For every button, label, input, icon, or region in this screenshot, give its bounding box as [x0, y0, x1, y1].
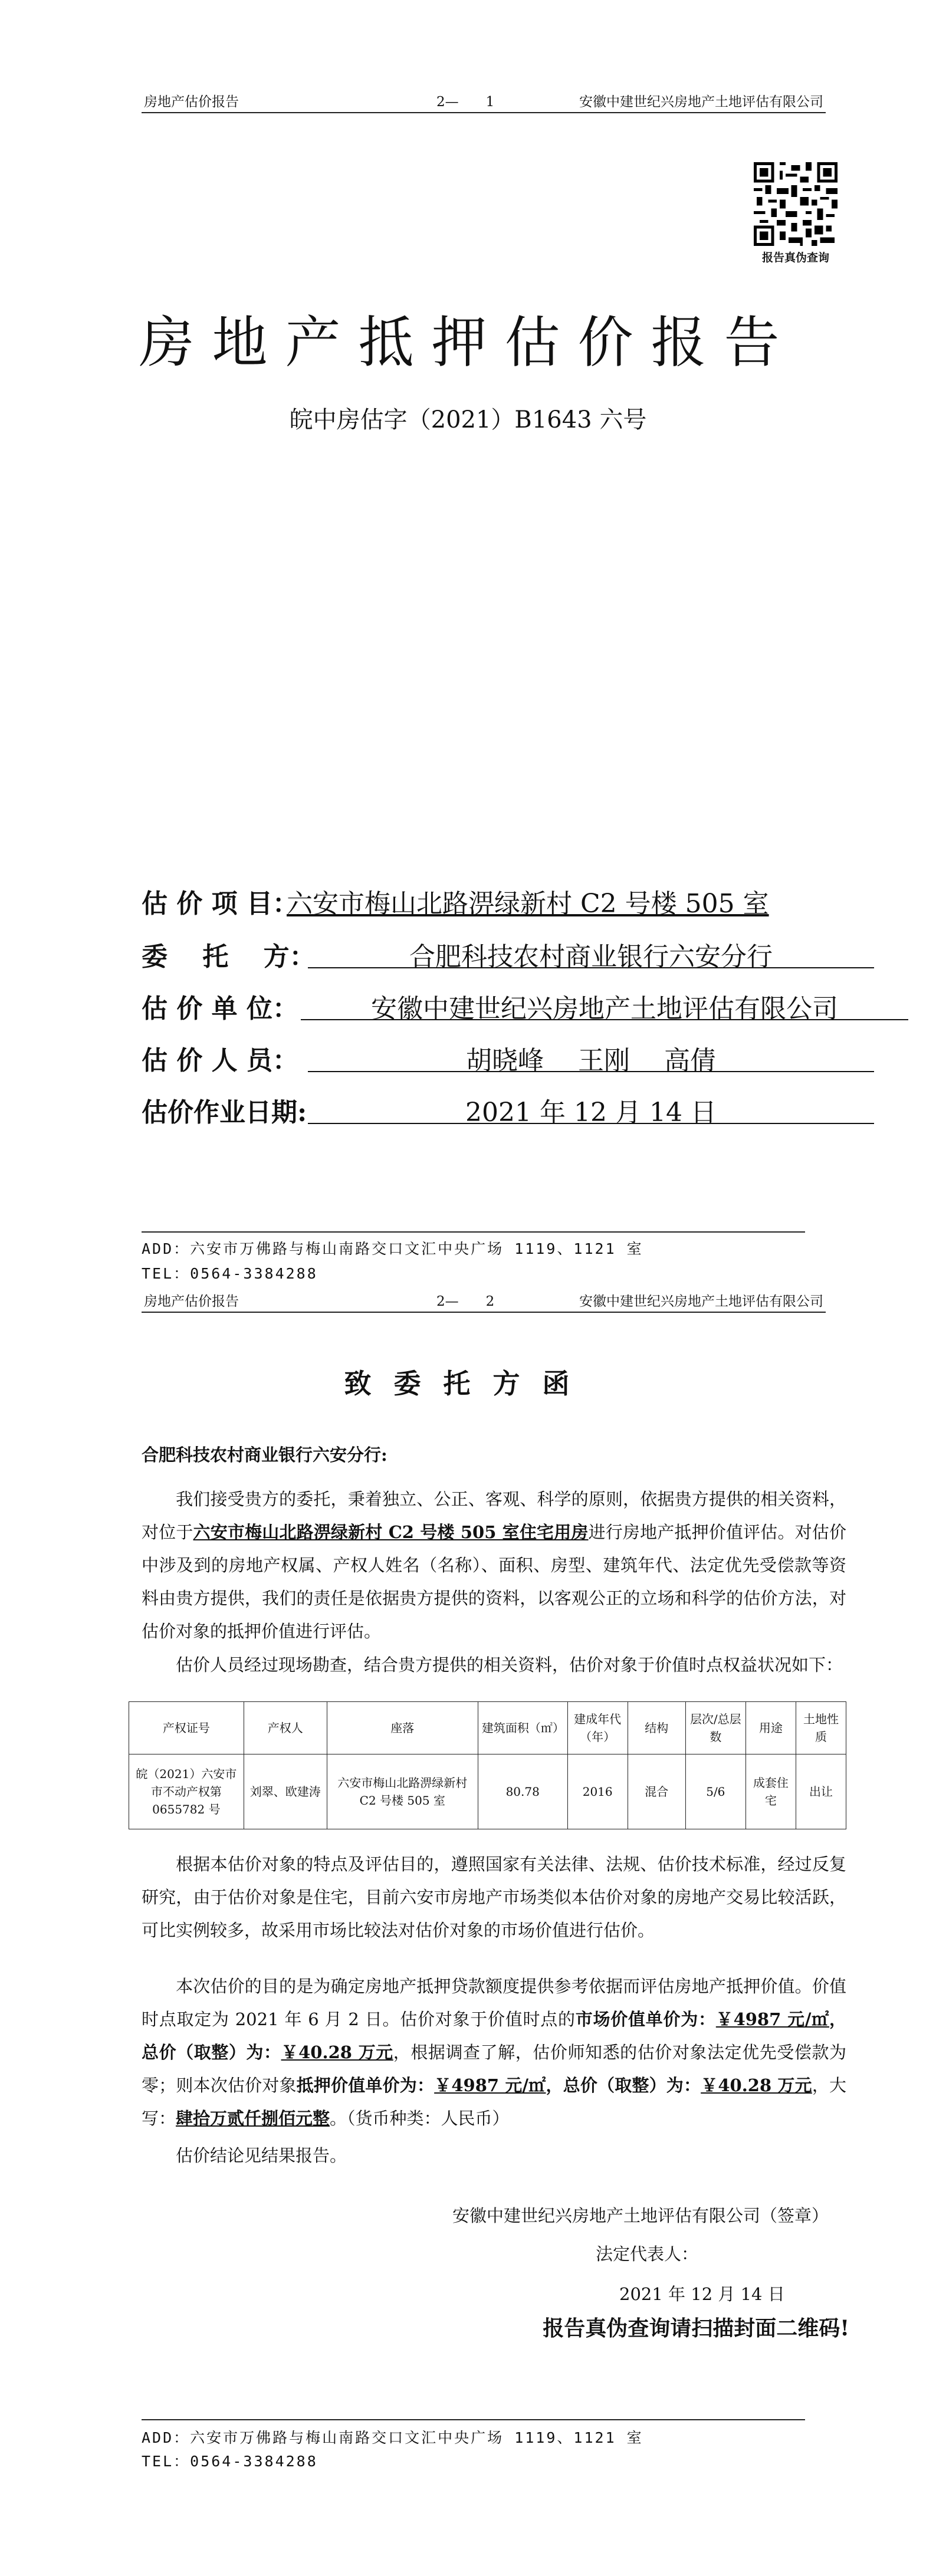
p4-mortgage-label: 抵押价值单价为：: [296, 2075, 435, 2095]
th-location: 座落: [327, 1702, 478, 1754]
td-floor: 5/6: [685, 1754, 745, 1829]
td-land: 出让: [796, 1754, 846, 1829]
signature-company: 安徽中建世纪兴房地产土地评估有限公司（签章）: [452, 2206, 829, 2226]
header-right: 安徽中建世纪兴房地产土地评估有限公司: [579, 94, 823, 110]
p2-text: 估价人员经过现场勘查，结合贵方提供的相关资料，估价对象于价值时点权益状况如下：: [176, 1655, 843, 1675]
page1-header: [142, 87, 826, 113]
th-structure: 结构: [628, 1702, 685, 1754]
td-cert-no: 皖（2021）六安市市不动产权第 0655782 号: [129, 1754, 244, 1829]
p4-market-total-label: ，总价（取整）为：: [142, 2009, 846, 2062]
info-work-date-label: 估价作业日期:: [142, 1098, 307, 1128]
info-appraiser-unit-value: 安徽中建世纪兴房地产土地评估有限公司: [301, 987, 908, 1020]
letter-paragraph-3: [142, 1848, 846, 1947]
p4-text-f: ，根据调查了解，估价师知悉的估价对象法定优先受偿款为零；则本次估价对象: [142, 2042, 846, 2095]
letter-paragraph-4: [142, 1970, 846, 2135]
th-year: 建成年代（年）: [567, 1702, 628, 1754]
td-area: 80.78: [478, 1754, 567, 1829]
letter-title: 致委托方函: [344, 1368, 592, 1399]
td-structure: 混合: [628, 1754, 685, 1829]
letter-paragraph-5: [142, 2139, 846, 2172]
page2-header: [142, 1287, 826, 1313]
letter-paragraph-1: [142, 1483, 846, 1648]
signature-date: 2021 年 12 月 14 日: [619, 2284, 785, 2304]
p4-market-unit-price: ￥4987 元/㎡: [715, 2009, 829, 2029]
p4-mortgage-total: ￥40.28 万元: [701, 2075, 812, 2095]
info-client-value: 合肥科技农村商业银行六安分行: [308, 935, 874, 968]
th-usage: 用途: [745, 1702, 796, 1754]
th-floor: 层次/总层数: [685, 1702, 745, 1754]
p4-mortgage-unit-price: ￥4987 元/㎡: [434, 2075, 546, 2095]
p4-text-m: 。（货币种类：人民币）: [330, 2108, 510, 2128]
p4-mortgage-total-label: ，总价（取整）为：: [546, 2075, 701, 2095]
td-year: 2016: [567, 1754, 628, 1829]
info-appraisers-label: 估 价 人 员：: [142, 1046, 298, 1076]
p5-text: 估价结论见结果报告。: [176, 2145, 347, 2166]
th-owner: 产权人: [244, 1702, 327, 1754]
p4-amount-in-words: 肆拾万贰仟捌佰元整: [176, 2108, 330, 2128]
header-right: 安徽中建世纪兴房地产土地评估有限公司: [579, 1294, 823, 1309]
td-usage: 成套住宅: [745, 1754, 796, 1829]
p1-text-a: 我们接受贵方的委托，秉着独立、公正、客观、科学的原则，依据贵方提供的相关资料，对位于: [142, 1489, 846, 1542]
letter-addressee: 合肥科技农村商业银行六安分行:: [142, 1445, 387, 1465]
info-project-value: 六安市梅山北路淠绿新村 C2 号楼 505 室: [287, 889, 769, 919]
table-row: [129, 1754, 846, 1829]
qr-caption: 报告真伪查询: [761, 251, 829, 264]
qr-code-icon: [754, 162, 838, 246]
td-owner: 刘翠、欧建涛: [244, 1754, 327, 1829]
header-page: 2— 2: [436, 1294, 495, 1309]
p4-text-k: ，大写：: [142, 2075, 846, 2128]
p4-market-label: 市场价值单价为：: [575, 2009, 716, 2029]
authenticity-notice: 报告真伪查询请扫描封面二维码!: [543, 2316, 849, 2341]
th-cert-no: 产权证号: [129, 1702, 244, 1754]
info-project-label: 估 价 项 目：: [142, 889, 298, 919]
td-location: 六安市梅山北路淠绿新村 C2 号楼 505 室: [327, 1754, 478, 1829]
info-appraisers-value: 胡晓峰 王刚 高倩: [308, 1039, 874, 1072]
header-page: 2— 1: [436, 94, 495, 110]
info-work-date-value: 2021 年 12 月 14 日: [308, 1091, 874, 1124]
p4-text-a: 本次估价的目的是为确定房地产抵押贷款额度提供参考依据而评估房地产抵押价值。价值时点取定为 2021 年 6 月 2 日。估价对象于价值时点的: [142, 1976, 846, 2029]
th-land: 土地性质: [796, 1702, 846, 1754]
info-appraiser-unit-label: 估 价 单 位：: [142, 994, 298, 1024]
info-client-label: 委 托 方：: [142, 942, 316, 972]
report-number: 皖中房估字（2021）B1643 六号: [289, 406, 647, 433]
signature-representative: 法定代表人：: [596, 2244, 699, 2264]
header-left: 房地产估价报告: [144, 1294, 239, 1309]
page2-footer-tel: TEL：0564-3384288: [142, 2453, 318, 2470]
page1-footer-rule: [142, 1231, 805, 1233]
table-header-row: [129, 1702, 846, 1754]
letter-paragraph-2: [142, 1648, 846, 1681]
p1-property: 六安市梅山北路淠绿新村 C2 号楼 505 室住宅用房: [193, 1522, 589, 1542]
page2-footer-rule: [142, 2419, 805, 2420]
page2-footer-address: ADD：六安市万佛路与梅山南路交口文汇中央广场 1119、1121 室: [142, 2429, 643, 2446]
page1-footer-tel: TEL：0564-3384288: [142, 1265, 318, 1282]
p4-market-total: ￥40.28 万元: [281, 2042, 393, 2062]
p3-text: 根据本估价对象的特点及评估目的，遵照国家有关法律、法规、估价技术标准，经过反复研究，由于估价对象是住宅，目前六安市房地产市场类似本估价对象的房地产交易比较活跃，可比实例较多，故采用市场比较法对估价对象的市场价值进行估价。: [142, 1854, 846, 1940]
header-left: 房地产估价报告: [144, 94, 239, 110]
th-area: 建筑面积（㎡）: [478, 1702, 567, 1754]
report-title: 房地产抵押估价报告: [139, 311, 797, 375]
p1-text-c: 进行房地产抵押价值评估。对估价中涉及到的房地产权属、产权人姓名（名称）、面积、房型、建筑年代、法定优先受偿款等资料由贵方提供，我们的责任是依据贵方提供的资料，以客观公正的立场和科学的估价方法，对估价对象的抵押价值进行评估。: [142, 1522, 846, 1641]
page1-footer-address: ADD：六安市万佛路与梅山南路交口文汇中央广场 1119、1121 室: [142, 1240, 643, 1257]
rights-table: [129, 1701, 846, 1829]
